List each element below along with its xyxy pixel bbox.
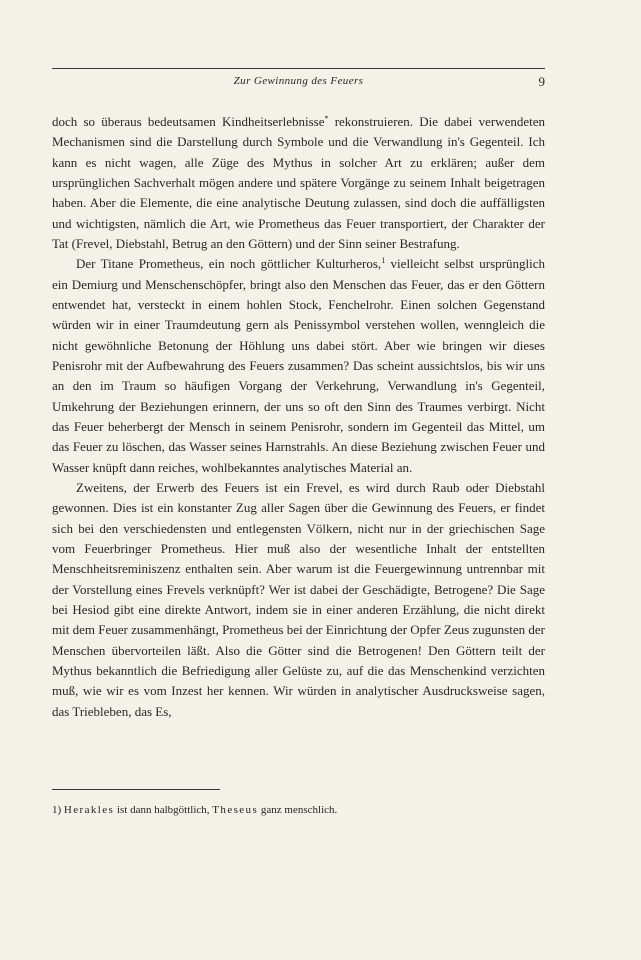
body-text: [52, 112, 545, 722]
footnote-ref-1: 1: [381, 256, 386, 266]
paragraph-2: Der Titane Prometheus, ein noch göttlicher Kulturheros,$^1$ vielleicht selbst ursprünglich ein Demiurg und Menschenschöpfer, bringt also den Menschen das Feuer, das er den Göttern entwendet hat, versteckt in einem hohlen Stock, Fenchelrohr. Einen solchen Gegenstand würden wir in einer Traumdeutung gern als Penissymbol verstehen wollen, wenngleich die nicht gewöhnliche Betonung der Höhlung uns dabei stört. Aber wie bringen wir dieses Penisrohr mit der Aufbewahrung des Feuers zusammen? Das scheint aussichtslos, bis wir uns an den im Traum so häufigen Vorgang der Verkehrung, Verwandlung in's Gegenteil, Umkehrung der Beziehungen erinnern, der uns so oft den Sinn des Traumes verbirgt. Nicht das Feuer beherbergt der Mensch in seinem Penisrohr, sondern im Gegenteil das Mittel, um das Feuer zu löschen, das Wasser seines Harnstrahls. An diese Beziehung zwischen Feuer und Wasser knüpft dann reiches, wohlbekanntes analytisches Material an.: [52, 256, 545, 475]
paragraph-3: Zweitens, der Erwerb des Feuers ist ein Frevel, es wird durch Raub oder Diebstahl gewonnen. Dies ist ein konstanter Zug aller Sagen über die Gewinnung des Feuers, er findet sich bei den verschiedensten und entlegensten Völkern, nicht nur in der griechischen Sage vom Feuerbringer Prometheus. Hier muß also der wesentliche Inhalt der entstellten Menschheitsreminiszenz enthalten sein. Aber warum ist die Feuergewinnung untrennbar mit der Vorstellung eines Frevels verknüpft? Wer ist dabei der Geschädigte, Betrogene? Die Sage bei Hesiod gibt eine direkte Antwort, indem sie in einer anderen Erzählung, die nicht direkt mit dem Feuer zusammenhängt, Prometheus bei der Einrichtung der Opfer Zeus zugunsten der Menschen übervorteilen läßt. Also die Götter sind die Betrogenen! Den Göttern teilt der Mythus bekanntlich die Befriedigung aller Gelüste zu, auf die das Menschenkind verzichten muß, wie wir es vom Inzest her kennen. Wir würden in analytischer Ausdrucksweise sagen, das Triebleben, das Es,: [52, 479, 545, 719]
footnote-marker: 1): [52, 804, 62, 816]
footnote: 1) Herakles ist dann halbgöttlich, Theseus ganz menschlich.: [52, 804, 338, 816]
footnote-rule: [52, 789, 220, 790]
footnote-name-theseus: Theseus: [212, 804, 259, 816]
page-number: 9: [538, 74, 545, 89]
running-header: [52, 68, 545, 91]
reference-mark: *: [324, 114, 329, 123]
running-title: Zur Gewinnung des Feuers: [233, 75, 364, 87]
footnote-name-herakles: Herakles: [63, 804, 115, 816]
paragraph-1: doch so überaus bedeutsamen Kindheitserlebnisse* rekonstruieren. Die dabei verwendeten Mechanismen sind die Darstellung durch Symbole und die Verwandlung in's Gegenteil. Ich kann es nicht wagen, alle Züge des Mythus in solcher Art zu erklären; außer dem ursprünglichen Sachverhalt mögen andere und spätere Vorgänge zu seinem Inhalt beigetragen haben. Aber die Elemente, die eine analytische Deutung zulassen, sind doch die auffälligsten und wichtigsten, nämlich die Art, wie Prometheus das Feuer transportiert, der Charakter der Tat (Frevel, Diebstahl, Betrug an den Göttern) und der Sinn seiner Bestrafung.: [52, 114, 545, 251]
